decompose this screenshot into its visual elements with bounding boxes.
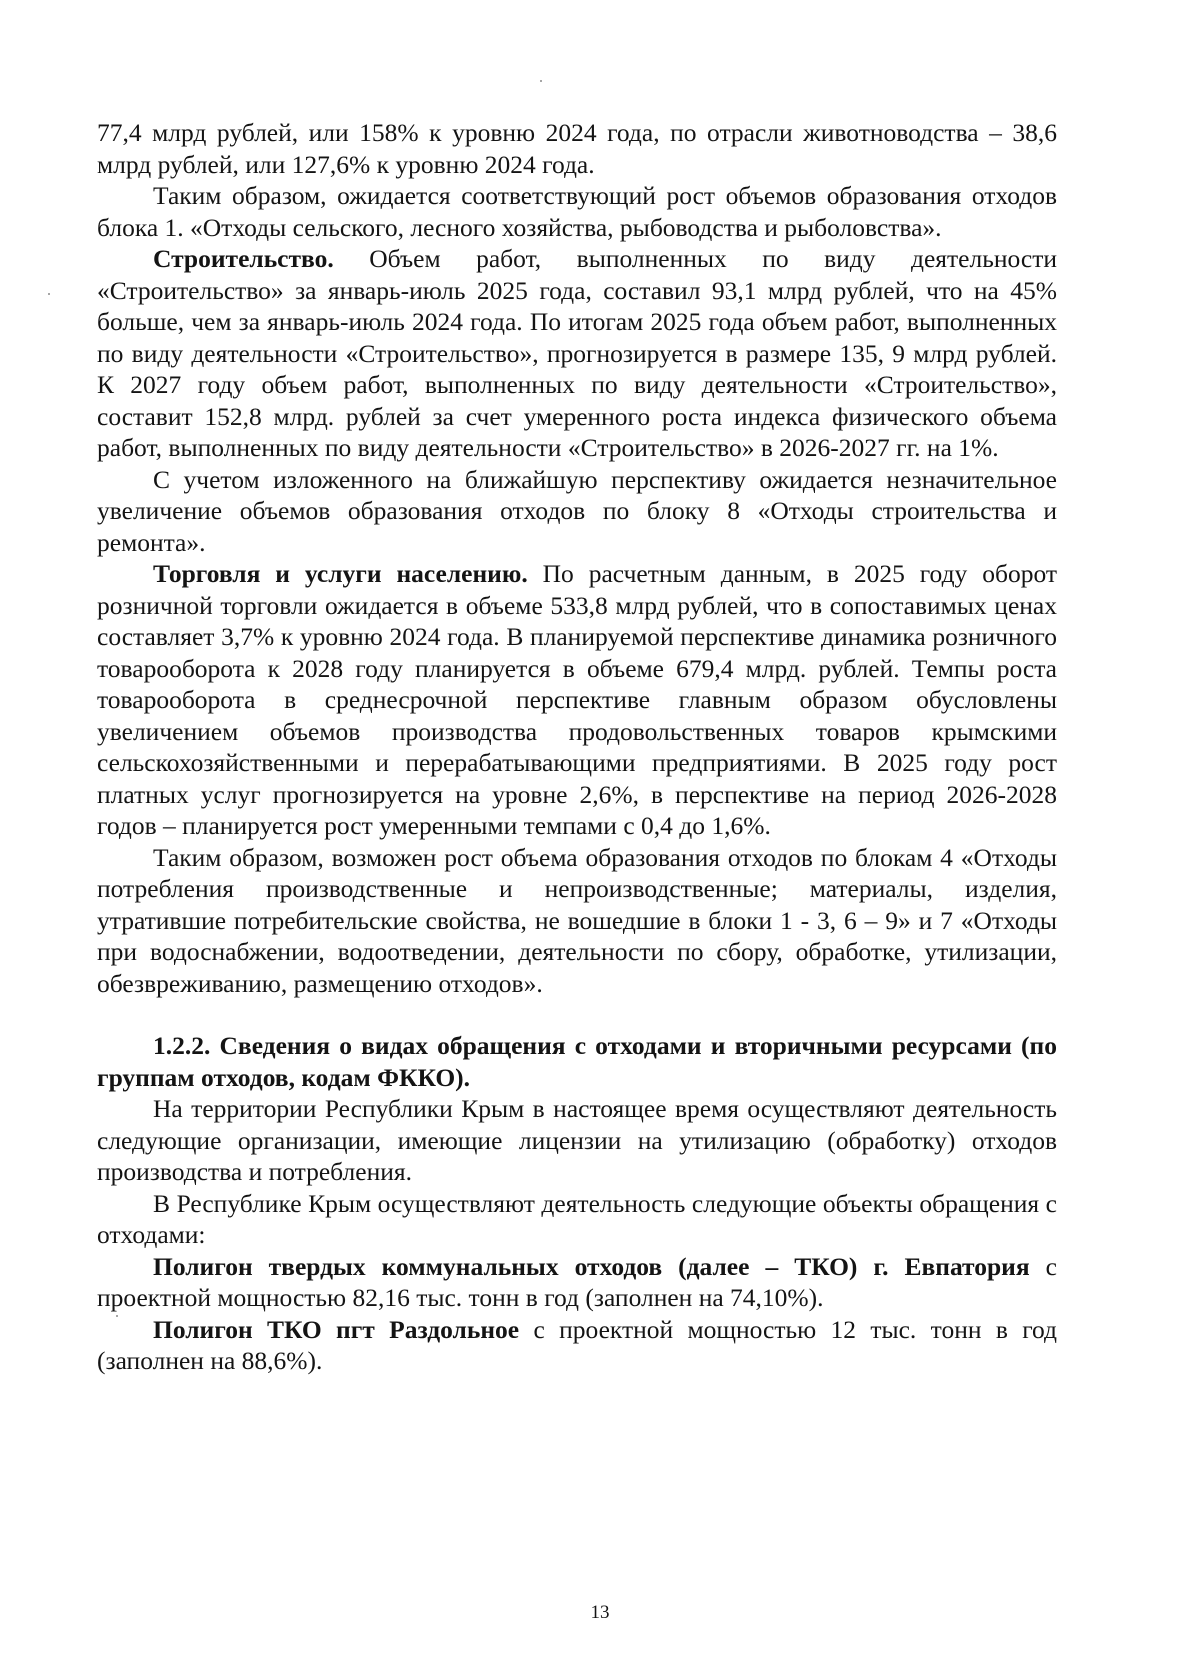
paragraph — [97, 1188, 1057, 1251]
page-number: 13 — [590, 1602, 610, 1623]
paragraph — [97, 1093, 1057, 1188]
paragraph-lead: Полигон ТКО пгт Раздольное — [153, 1314, 520, 1344]
paragraph-lead: Торговля и услуги населению. — [153, 559, 528, 588]
paragraph — [97, 842, 1057, 1000]
paragraph-text: Таким образом, ожидается соответствующий рост объемов образования отходов блока 1. «Отходы сельского, лесного хозяйства, рыбоводства и рыболовства». — [97, 181, 1057, 242]
paragraph-text: 77,4 млрд рублей, или 158% к уровню 2024 года, по отрасли животноводства – 38,6 млрд рублей, или 127,6% к уровню 2024 года. — [97, 118, 1057, 179]
scan-speck — [48, 293, 50, 295]
scan-speck — [540, 80, 542, 82]
paragraph — [97, 117, 1057, 180]
paragraph-text: На территории Республики Крым в настоящее время осуществляют деятельность следующие организации, имеющие лицензии на утилизацию (обработку) отходов производства и потребления. — [97, 1094, 1057, 1186]
document-body — [97, 117, 1057, 1377]
paragraph-lead: Строительство. — [153, 244, 334, 273]
paragraph-landfill-razdolnoe — [97, 1314, 1057, 1377]
paragraph-trade — [97, 558, 1057, 842]
paragraph-construction — [97, 243, 1057, 464]
paragraph-text: В Республике Крым осуществляют деятельность следующие объекты обращения с отходами: — [97, 1188, 1057, 1249]
section-heading: 1.2.2. Сведения о видах обращения с отходами и вторичными ресурсами (по группам отходов, кодам ФККО). — [97, 1031, 1057, 1092]
paragraph-text: С учетом изложенного на ближайшую перспективу ожидается незначительное увеличение объемов образования отходов по блоку 8 «Отходы строительства и ремонта». — [97, 464, 1057, 557]
paragraph-text: с проектной мощностью 12 тыс. тонн в год (заполнен на 88,6%). — [97, 1314, 1058, 1375]
paragraph-landfill-evpatoria — [97, 1251, 1057, 1314]
paragraph-text: с проектной мощностью 82,16 тыс. тонн в год (заполнен на 74,10%). — [97, 1251, 1057, 1312]
paragraph-text: По расчетным данным, в 2025 году оборот розничной торговли ожидается в объеме 533,8 млрд рублей, что в сопоставимых ценах составляет 3,7% к уровню 2024 года. В планируемой перспективе динамика розничного товарооборота к 2028 году планируется в объеме 679,4 млрд. рублей. Темпы роста товарооборота в среднесрочной перспективе главным образом обусловлены увеличением объемов производства продовольственных товаров крымскими сельскохозяйственными и перерабатывающими предприятиями. В 2025 году рост платных услуг прогнозируется на уровне 2,6%, в перспективе на период 2026-2028 годов – планируется рост умеренными темпами с 0,4 до 1,6%. — [97, 559, 1057, 840]
paragraph-lead: Полигон твердых коммунальных отходов (далее – ТКО) г. Евпатория — [153, 1251, 1030, 1281]
paragraph — [97, 180, 1057, 243]
paragraph — [97, 464, 1057, 559]
paragraph-text: Объем работ, выполненных по виду деятельности «Строительство» за январь-июль 2025 года, составил 93,1 млрд рублей, что на 45% больше, чем за январь-июль 2024 года. По итогам 2025 года объем работ, выполненных по виду деятельности «Строительство», прогнозируется в размере 135, 9 млрд рублей. К 2027 году объем работ, выполненных по виду деятельности «Строительство», составит 152,8 млрд. рублей за счет умеренного роста индекса физического объема работ, выполненных по виду деятельности «Строительство» в 2026-2027 гг. на 1%. — [97, 244, 1057, 462]
paragraph-text: Таким образом, возможен рост объема образования отходов по блокам 4 «Отходы потребления производственные и непроизводственные; материалы, изделия, утратившие потребительские свойства, не вошедшие в блоки 1 - 3, 6 – 9» и 7 «Отходы при водоснабжении, водоотведении, деятельности по сбору, обработке, утилизации, обезвреживанию, размещению отходов». — [97, 842, 1057, 998]
